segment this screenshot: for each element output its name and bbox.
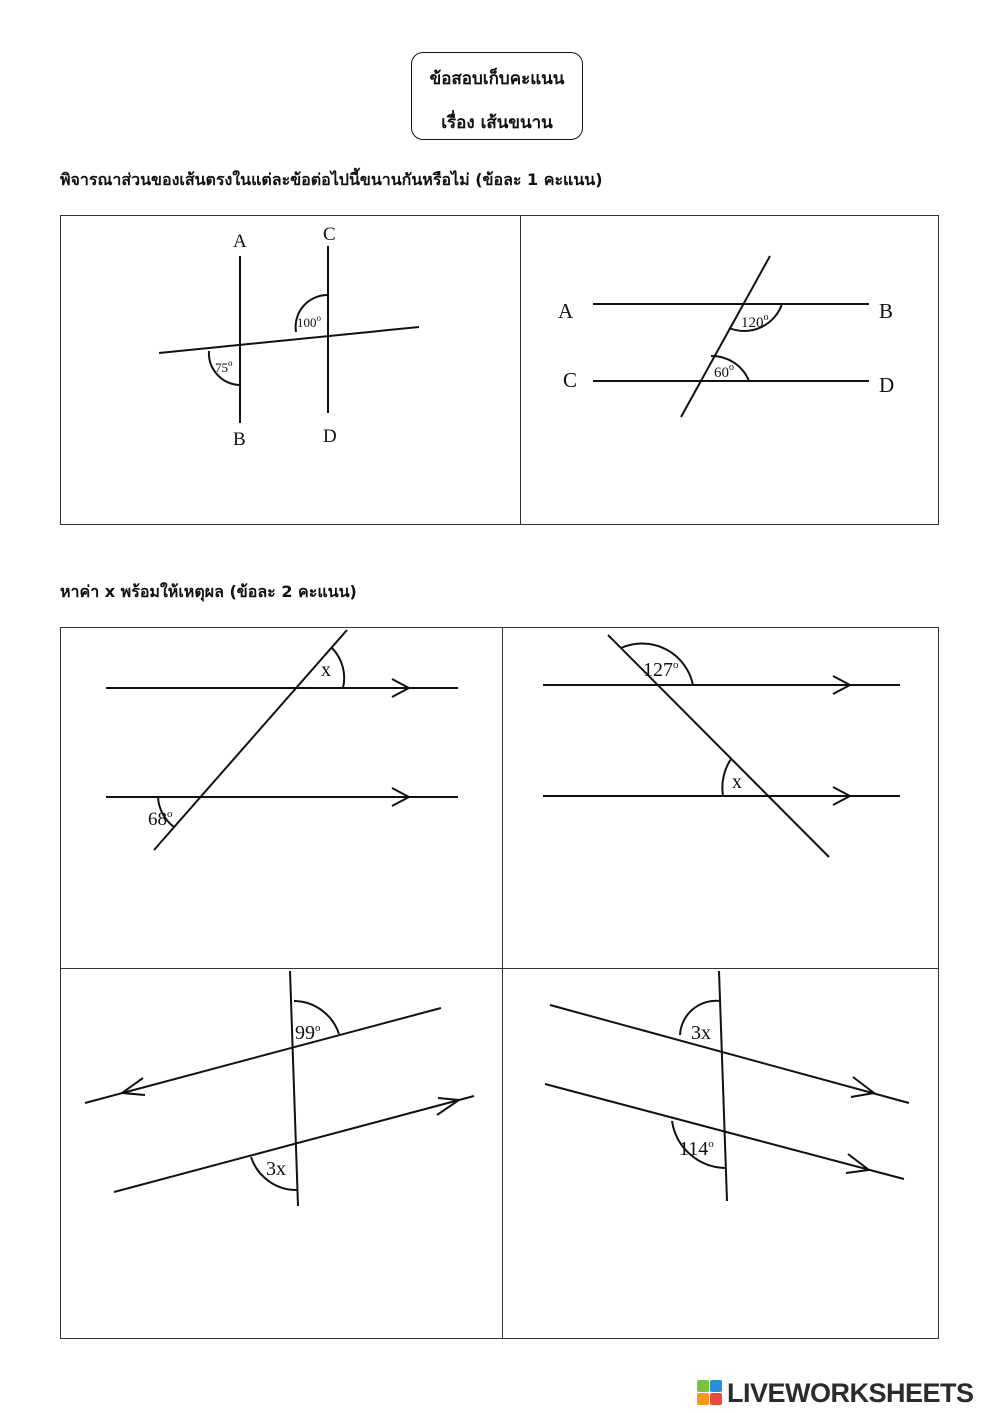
liveworksheets-logo[interactable]	[697, 1378, 974, 1408]
problem-3-panel	[60, 627, 503, 969]
angle-75-label: 75$^o$	[215, 358, 233, 375]
angle-60-label: 60$^o$	[714, 362, 734, 381]
angle-120-label: 120$^o$	[741, 312, 769, 331]
angle-114-label: 114$^o$	[679, 1138, 714, 1160]
problem-2-panel	[520, 215, 939, 525]
liveworksheets-wordmark: LIVEWORKSHEETS	[727, 1377, 974, 1408]
worksheet-subtitle: เรื่อง เส้นขนาน	[441, 113, 553, 133]
section2-instruction: หาค่า x พร้อมให้เหตุผล (ข้อละ 2 คะแนน)	[60, 582, 357, 601]
section1-instruction: พิจารณาส่วนของเส้นตรงในแต่ละข้อต่อไปนี้ขนานกันหรือไม่ (ข้อละ 1 คะแนน)	[60, 170, 603, 189]
problem-3-diagram	[61, 628, 504, 970]
problem-5-diagram	[61, 969, 504, 1340]
point-b-label: B	[233, 429, 246, 450]
angle-3x-label: 3x	[266, 1158, 286, 1180]
point-d-label: D	[323, 426, 337, 447]
problem-1-diagram	[61, 216, 522, 526]
liveworksheets-mark-icon	[697, 1380, 723, 1406]
angle-127-label: 127$^o$	[643, 659, 679, 681]
angle-100-label: 100$^o$	[297, 313, 321, 330]
point-c-label: C	[323, 224, 336, 245]
problem-5-panel	[60, 968, 503, 1339]
angle-68-label: 68$^o$	[148, 808, 173, 830]
point-a-label: A	[558, 299, 574, 323]
worksheet-title: ข้อสอบเก็บคะแนน	[429, 69, 565, 89]
problem-4-diagram	[503, 628, 940, 970]
point-d-label: D	[879, 373, 895, 397]
angle-3x-label: 3x	[691, 1022, 711, 1044]
problem-2-diagram	[521, 216, 940, 526]
problem-4-panel	[502, 627, 939, 969]
angle-x-label: x	[321, 659, 331, 681]
problem-1-panel	[60, 215, 521, 525]
point-a-label: A	[233, 231, 247, 252]
problem-6-panel	[502, 968, 939, 1339]
angle-x-label: x	[732, 771, 742, 793]
angle-99-label: 99$^o$	[295, 1022, 321, 1044]
point-b-label: B	[879, 299, 894, 323]
point-c-label: C	[563, 368, 578, 392]
problem-6-diagram	[503, 969, 940, 1340]
title-box	[411, 52, 583, 140]
